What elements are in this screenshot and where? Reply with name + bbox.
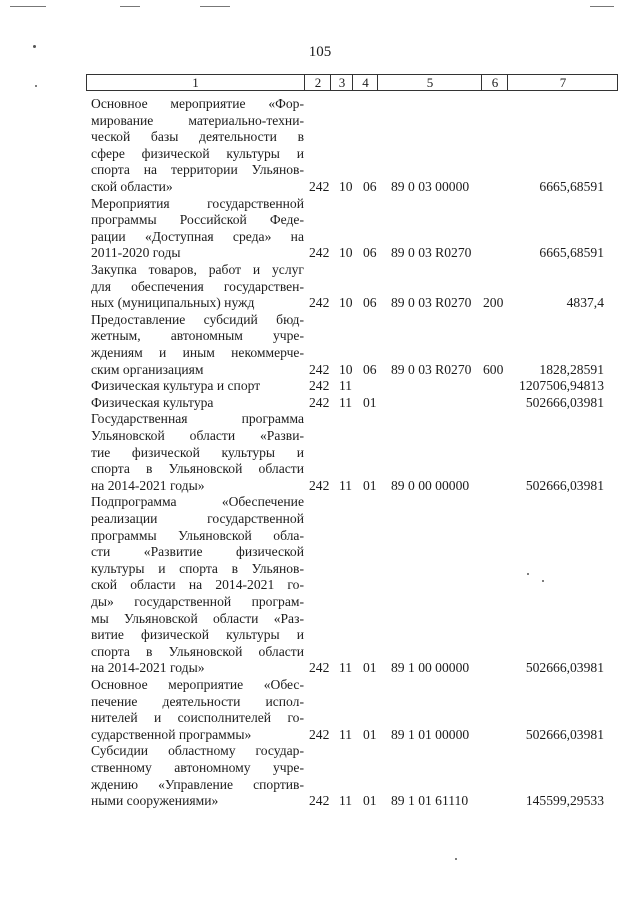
description-line: спорта на территории Ульянов- [91, 162, 304, 178]
description-line: на 2014-2021 годы» [91, 477, 205, 493]
description-line: ским организациям [91, 361, 204, 377]
description-line: ственному автономному учре- [91, 759, 304, 775]
header-col-5: 5 [377, 75, 482, 90]
cell-col-6: 200 [483, 295, 504, 311]
row-description [91, 411, 304, 494]
row-description [91, 494, 304, 677]
table-header [86, 74, 618, 91]
cell-col-4: 06 [363, 179, 377, 194]
description-line: тие физической культуры и [91, 444, 304, 460]
description-line: Предоставление субсидий бюд- [91, 311, 304, 327]
cell-col-3: 10 [339, 179, 353, 194]
page-number: 105 [308, 44, 332, 60]
cell-col-7: 4837,4 [566, 295, 604, 311]
cell-col-3: 10 [339, 245, 353, 261]
description-line: Подпрограмма «Обеспечение [91, 494, 304, 510]
cell-col-6: 600 [483, 361, 504, 377]
header-col-1: 1 [192, 75, 199, 90]
header-col-6: 6 [481, 75, 508, 90]
scan-edge-mark [200, 6, 230, 7]
table-row [0, 96, 640, 196]
cell-col-5: 89 0 00 00000 [391, 477, 470, 493]
description-line: ческой базы деятельности в [91, 129, 304, 145]
row-description [91, 262, 304, 312]
cell-col-3: 10 [339, 295, 353, 311]
description-line: спорта в Ульяновской области [91, 643, 304, 659]
cell-col-4: 01 [363, 660, 377, 676]
cell-col-2: 242 [309, 660, 330, 676]
description-line: сударственной программы» [91, 726, 252, 742]
cell-col-2: 242 [309, 378, 330, 394]
cell-col-7: 502666,03981 [525, 477, 604, 493]
description-line: Мероприятия государственной [91, 195, 304, 211]
scan-speck [35, 85, 37, 87]
cell-col-7: 1828,28591 [539, 361, 604, 377]
cell-col-5: 89 0 03 00000 [391, 179, 470, 194]
description-line: ными сооружениями» [91, 793, 219, 809]
description-line: жетным, автономным учре- [91, 328, 304, 344]
description-line: витие физической культуры и [91, 627, 304, 643]
scan-speck [455, 858, 457, 860]
cell-col-7: 502666,03981 [525, 726, 604, 742]
description-line: программы Российской Феде- [91, 212, 304, 228]
cell-col-2: 242 [309, 394, 330, 410]
cell-col-3: 11 [339, 726, 353, 742]
description-line: на 2014-2021 годы» [91, 660, 205, 676]
header-col-4: 4 [352, 75, 378, 90]
cell-col-5: 89 1 00 00000 [391, 660, 470, 676]
scan-edge-mark [10, 6, 46, 7]
cell-col-2: 242 [309, 726, 330, 742]
scan-speck [542, 580, 544, 582]
description-line: нителей и соисполнителей го- [91, 710, 304, 726]
cell-col-7: 502666,03981 [525, 660, 604, 676]
cell-col-2: 242 [309, 245, 330, 261]
description-line: ды» государственной програм- [91, 593, 304, 609]
cell-col-3: 11 [339, 793, 353, 809]
row-description [91, 743, 304, 809]
cell-col-3: 11 [339, 477, 353, 493]
table-row [0, 411, 640, 494]
description-line: ждению «Управление спортив- [91, 776, 304, 792]
cell-col-4: 01 [363, 394, 377, 410]
scan-edge-mark [120, 6, 140, 7]
cell-col-4: 01 [363, 726, 377, 742]
description-line: программы Ульяновской обла- [91, 527, 304, 543]
header-col-7: 7 [507, 75, 618, 90]
cell-col-2: 242 [309, 179, 330, 194]
row-description [91, 196, 304, 262]
table-row [0, 677, 640, 743]
header-col-3: 3 [330, 75, 353, 90]
cell-col-3: 11 [339, 378, 353, 394]
description-line: Основное мероприятие «Обес- [91, 677, 304, 692]
description-line: сфере физической культуры и [91, 145, 304, 161]
description-line: мы Ульяновской области «Раз- [91, 610, 304, 626]
description-line: Государственная программа [91, 411, 304, 427]
cell-col-5: 89 0 03 R0270 [391, 361, 472, 377]
description-line: ской области на 2014-2021 го- [91, 577, 304, 593]
row-description [91, 312, 304, 378]
cell-col-3: 11 [339, 394, 353, 410]
row-description [91, 677, 304, 743]
header-col-2: 2 [304, 75, 331, 90]
description-line: реализации государственной [91, 510, 304, 526]
table-row [0, 378, 640, 395]
cell-col-7: 6665,68591 [539, 179, 604, 194]
scan-speck [33, 45, 36, 48]
description-line: Основное мероприятие «Фор- [91, 96, 304, 111]
description-line: ждениям и иным некоммерче- [91, 344, 304, 360]
description-line: Физическая культура и спорт [91, 378, 261, 394]
cell-col-4: 01 [363, 793, 377, 809]
table-row [0, 312, 640, 378]
description-line: для обеспечения государствен- [91, 278, 304, 294]
cell-col-4: 06 [363, 245, 377, 261]
scan-edge-mark [590, 6, 614, 7]
cell-col-4: 06 [363, 295, 377, 311]
description-line: культуры и спорта в Ульянов- [91, 560, 304, 576]
cell-col-7: 6665,68591 [539, 245, 604, 261]
description-line: 2011-2020 годы [91, 245, 181, 261]
cell-col-2: 242 [309, 295, 330, 311]
cell-col-3: 11 [339, 660, 353, 676]
cell-col-7: 1207506,94813 [519, 378, 604, 394]
cell-col-5: 89 1 01 00000 [391, 726, 470, 742]
row-description [91, 378, 304, 395]
description-line: ской области» [91, 178, 173, 194]
table-row [0, 395, 640, 412]
description-line: Субсидии областному государ- [91, 743, 304, 759]
description-line: сти «Развитие физической [91, 544, 304, 560]
description-line: ных (муниципальных) нужд [91, 295, 255, 311]
cell-col-4: 01 [363, 477, 377, 493]
cell-col-7: 145599,29533 [525, 793, 604, 809]
table-row [0, 262, 640, 312]
description-line: рации «Доступная среда» на [91, 228, 304, 244]
cell-col-2: 242 [309, 361, 330, 377]
table-row [0, 743, 640, 809]
cell-col-4: 06 [363, 361, 377, 377]
description-line: печение деятельности испол- [91, 693, 304, 709]
cell-col-5: 89 0 03 R0270 [391, 245, 472, 261]
description-line: спорта в Ульяновской области [91, 461, 304, 477]
cell-col-2: 242 [309, 477, 330, 493]
cell-col-3: 10 [339, 361, 353, 377]
cell-col-7: 502666,03981 [525, 394, 604, 410]
table-row [0, 196, 640, 262]
description-line: Закупка товаров, работ и услуг [91, 262, 304, 277]
row-description [91, 96, 304, 196]
description-line: Физическая культура [91, 394, 214, 410]
cell-col-5: 89 1 01 61110 [391, 793, 469, 809]
table-row [0, 494, 640, 677]
description-line: мирование материально-техни- [91, 112, 304, 128]
scan-speck [527, 573, 529, 575]
cell-col-2: 242 [309, 793, 330, 809]
description-line: Ульяновской области «Разви- [91, 427, 304, 443]
cell-col-5: 89 0 03 R0270 [391, 295, 472, 311]
row-description [91, 395, 304, 412]
